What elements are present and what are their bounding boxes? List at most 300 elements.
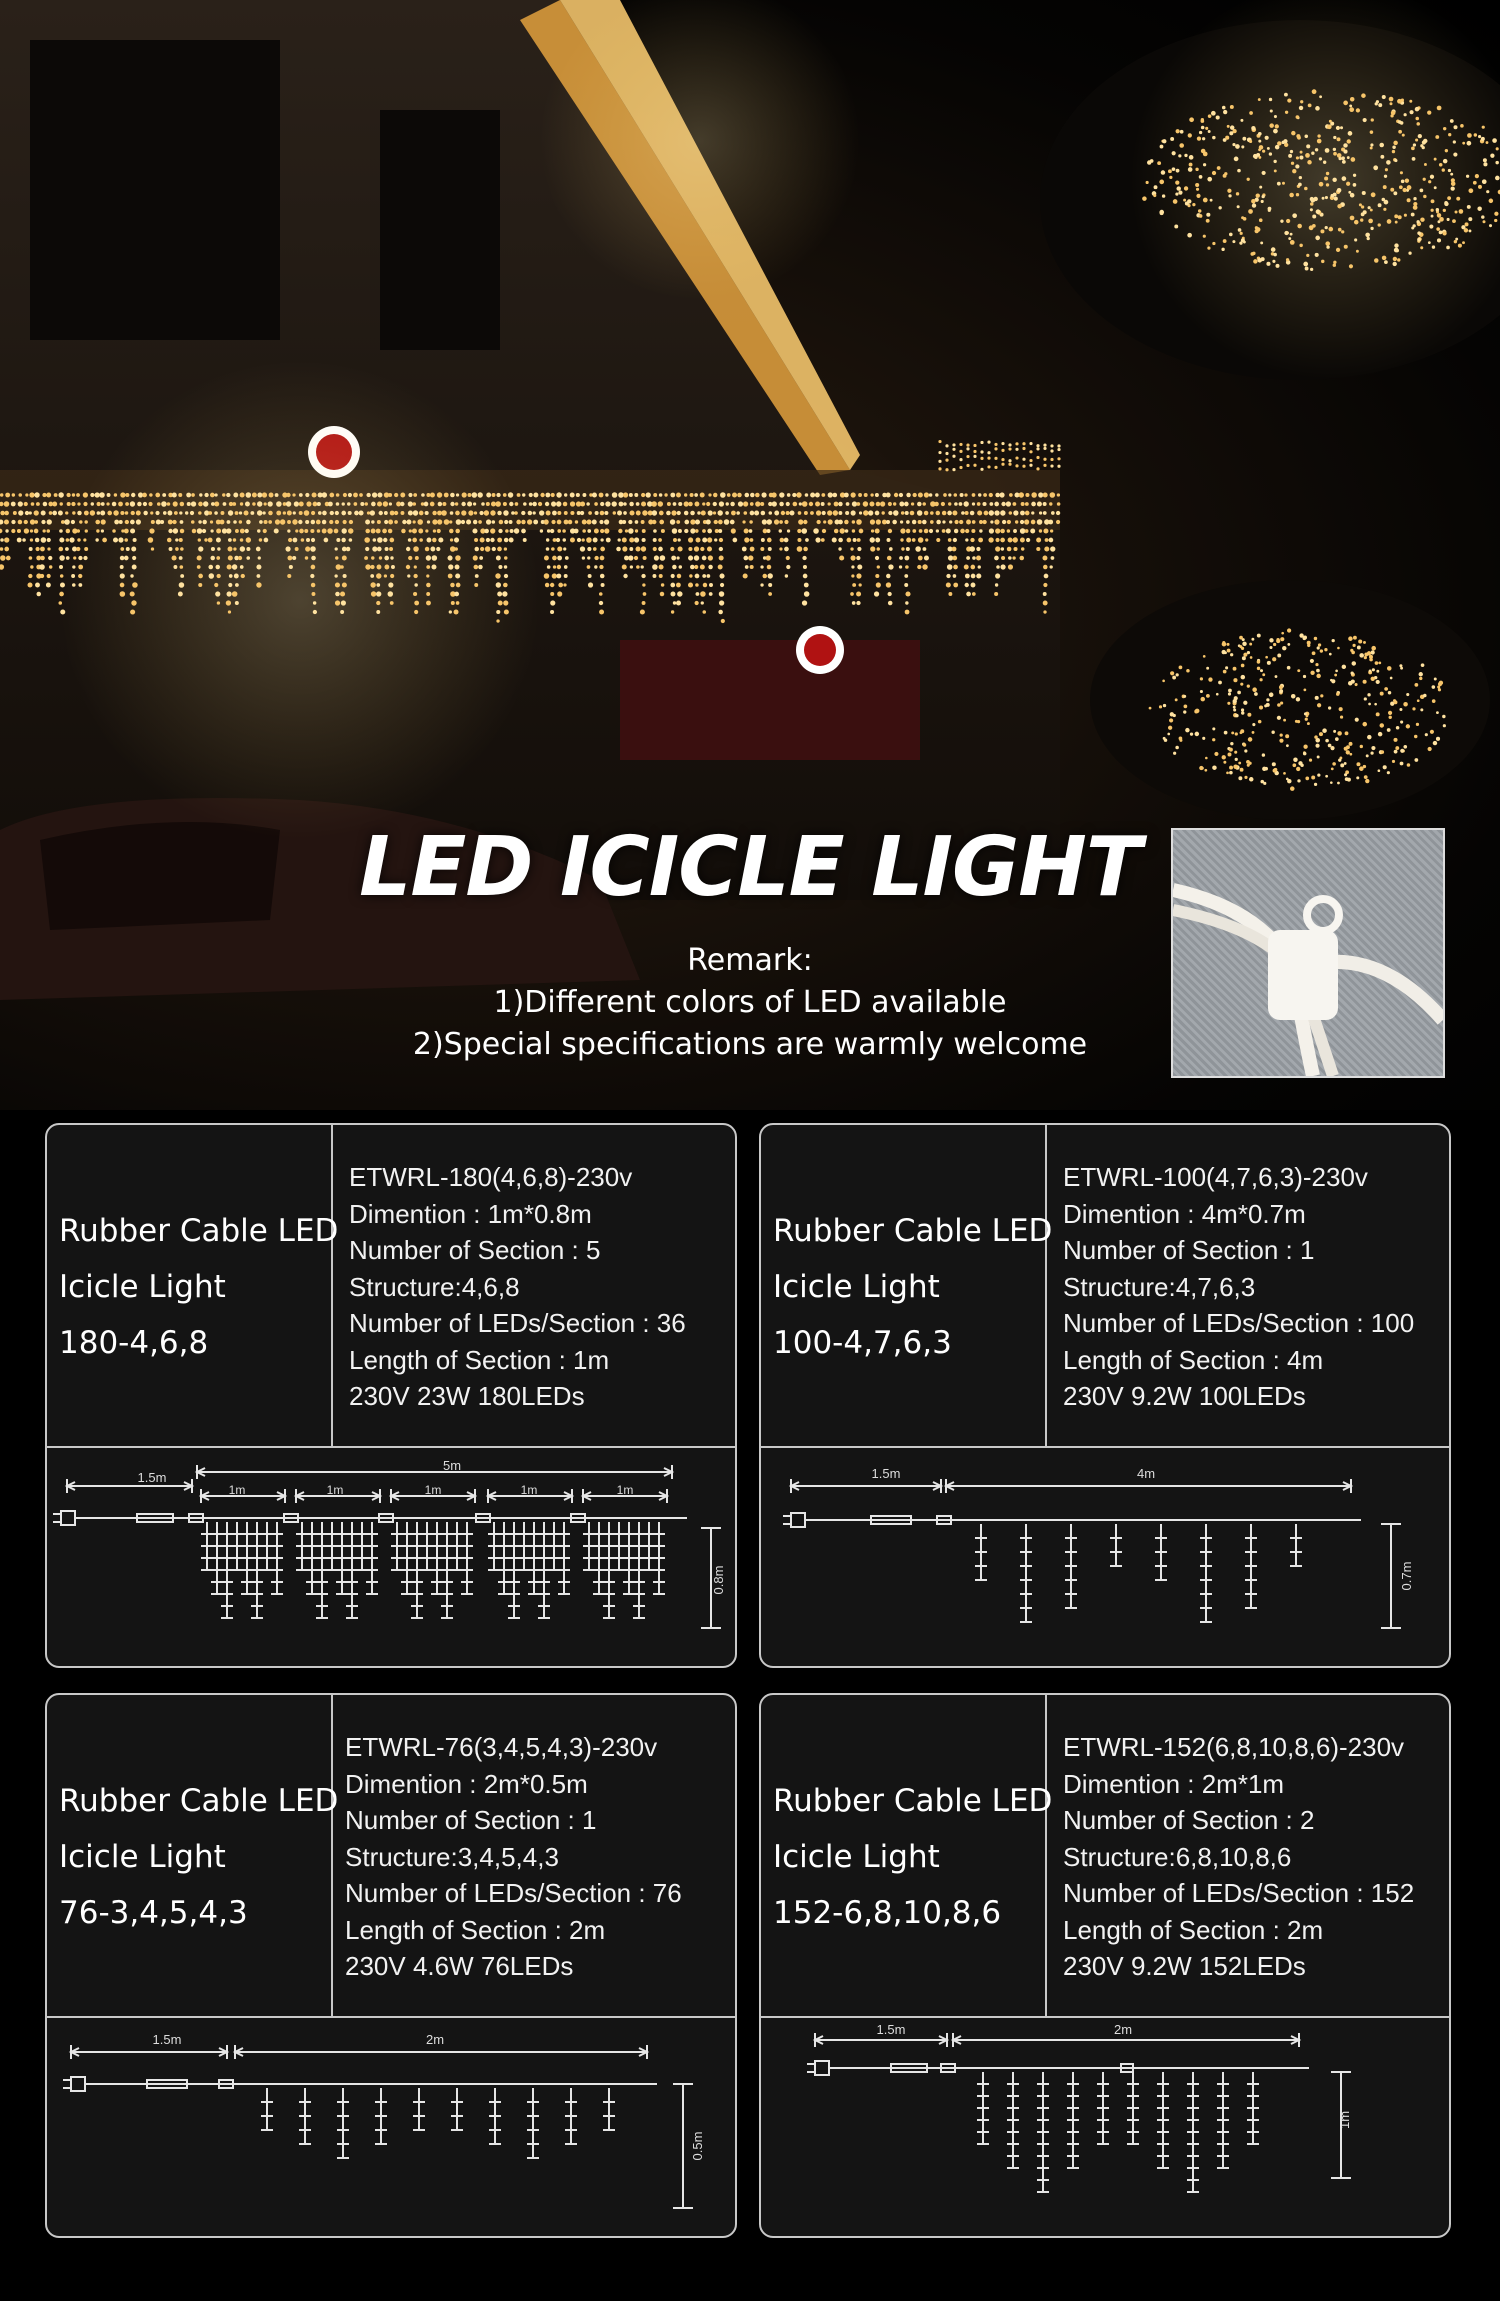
string-light-bulb (40, 547, 45, 552)
string-light-bulb (1378, 662, 1381, 665)
string-light-bulb (1045, 538, 1049, 542)
product-card-76 (45, 1693, 737, 2238)
string-light-bulb (371, 520, 374, 523)
string-light-bulb (767, 529, 771, 533)
string-light-bulb (1314, 735, 1318, 739)
string-light-bulb (1292, 213, 1297, 218)
string-light-bulb (1419, 677, 1422, 680)
string-light-bulb (1469, 229, 1472, 232)
string-light-bulb (468, 510, 473, 515)
string-light-bulb (432, 555, 438, 561)
string-light-bulb (653, 493, 657, 497)
string-light-bulb (379, 511, 383, 515)
string-light-bulb (1314, 783, 1317, 786)
string-light-bulb (90, 493, 94, 497)
string-light-bulb (1464, 228, 1468, 232)
string-light-bulb (670, 493, 675, 498)
string-light-bulb (83, 556, 87, 560)
string-light-bulb (888, 592, 892, 596)
string-light-bulb (1050, 546, 1055, 551)
string-light-bulb (586, 537, 592, 543)
string-light-bulb (1466, 175, 1469, 178)
string-light-bulb (365, 520, 370, 525)
string-light-bulb (1022, 465, 1025, 468)
string-light-bulb (1343, 143, 1347, 147)
string-light-bulb (761, 538, 765, 542)
string-light-bulb (972, 592, 976, 596)
string-light-bulb (1195, 732, 1200, 737)
string-light-bulb (838, 547, 841, 550)
string-light-bulb (744, 528, 749, 533)
string-light-bulb (781, 511, 785, 515)
string-light-bulb (394, 493, 398, 497)
string-light-bulb (384, 520, 388, 524)
string-light-bulb (653, 547, 657, 551)
string-light-bulb (371, 502, 376, 507)
string-light-bulb (966, 556, 970, 560)
spec-line: Dimention : 2m*0.5m (345, 1768, 588, 1799)
string-light-bulb (1013, 547, 1017, 551)
string-light-bulb (1394, 700, 1398, 704)
string-light-bulb (31, 502, 35, 506)
string-light-bulb (784, 538, 789, 543)
string-light-bulb (473, 555, 478, 560)
string-light-bulb (455, 511, 460, 516)
string-light-bulb (702, 529, 706, 533)
string-light-bulb (599, 520, 603, 524)
string-light-bulb (1243, 701, 1247, 705)
string-light-bulb (475, 574, 479, 578)
string-light-bulb (965, 529, 969, 533)
string-light-bulb (0, 511, 5, 516)
spec-line: ETWRL-76(3,4,5,4,3)-230v (345, 1732, 658, 1762)
string-light-bulb (1189, 155, 1194, 160)
string-light-bulb (851, 574, 854, 577)
string-light-bulb (29, 492, 34, 497)
string-light-bulb (552, 511, 557, 516)
string-light-bulb (1284, 93, 1288, 97)
string-light-bulb (211, 502, 215, 506)
string-light-bulb (1043, 610, 1046, 613)
string-light-bulb (749, 520, 752, 523)
string-light-bulb (588, 511, 592, 515)
string-light-bulb (1434, 158, 1437, 161)
string-light-bulb (1416, 220, 1419, 223)
string-light-bulb (1315, 148, 1318, 151)
string-light-bulb (474, 565, 479, 570)
string-light-bulb (1008, 447, 1011, 450)
string-light-bulb (245, 502, 250, 507)
string-light-bulb (1176, 169, 1180, 173)
string-light-bulb (642, 529, 646, 533)
spec-line: Structure:3,4,5,4,3 (345, 1841, 559, 1872)
string-light-bulb (1381, 750, 1385, 754)
string-light-bulb (623, 502, 627, 506)
string-light-bulb (1315, 253, 1319, 257)
string-light-bulb (594, 502, 598, 506)
string-light-bulb (52, 502, 57, 507)
string-light-bulb (1173, 752, 1176, 755)
string-light-bulb (521, 529, 526, 534)
string-light-bulb (1007, 547, 1012, 552)
string-light-bulb (1478, 185, 1482, 189)
spec-line: Length of Section : 2m (345, 1914, 606, 1945)
string-light-bulb (370, 565, 374, 569)
string-light-bulb (667, 502, 671, 506)
string-light-bulb (1250, 656, 1253, 659)
string-light-bulb (641, 565, 644, 568)
string-light-bulb (283, 502, 287, 506)
string-light-bulb (322, 529, 327, 534)
string-light-bulb (582, 493, 586, 497)
string-light-bulb (365, 547, 369, 551)
string-light-bulb (180, 502, 185, 507)
string-light-bulb (175, 538, 178, 541)
string-light-bulb (900, 528, 905, 533)
string-light-bulb (930, 520, 934, 524)
string-light-bulb (859, 583, 862, 586)
string-light-bulb (802, 600, 807, 605)
product-model: 100-4,7,6,3 (773, 1325, 952, 1361)
string-light-bulb (240, 565, 244, 569)
string-light-bulb (246, 556, 250, 560)
string-light-bulb (1201, 149, 1206, 154)
string-light-bulb (1243, 241, 1246, 244)
string-light-bulb (1439, 230, 1443, 234)
string-light-bulb (563, 538, 566, 541)
string-light-bulb (654, 555, 659, 560)
string-light-bulb (235, 529, 239, 533)
string-light-bulb (293, 511, 296, 514)
string-light-bulb (929, 493, 933, 497)
string-light-bulb (327, 528, 333, 534)
string-light-bulb (1276, 638, 1279, 641)
string-light-bulb (1390, 114, 1393, 117)
string-light-bulb (936, 520, 941, 525)
string-light-bulb (334, 529, 339, 534)
string-light-bulb (426, 601, 431, 606)
string-light-bulb (426, 555, 431, 560)
string-light-bulb (1223, 110, 1227, 114)
string-light-bulb (762, 519, 767, 524)
string-light-bulb (198, 538, 201, 541)
string-light-bulb (1359, 203, 1362, 206)
string-light-bulb (472, 528, 477, 533)
string-light-bulb (1163, 737, 1166, 740)
string-light-bulb (1228, 689, 1232, 693)
string-light-bulb (1380, 692, 1384, 696)
string-light-bulb (1395, 221, 1398, 224)
string-light-bulb (1266, 698, 1269, 701)
string-light-bulb (1015, 456, 1018, 459)
string-light-bulb (477, 492, 482, 497)
string-light-bulb (604, 511, 608, 515)
string-light-bulb (347, 502, 350, 505)
string-light-bulb (1281, 632, 1284, 635)
string-light-bulb (29, 511, 32, 514)
string-light-bulb (343, 574, 347, 578)
string-light-bulb (1326, 245, 1329, 248)
string-light-bulb (60, 574, 63, 577)
string-light-bulb (918, 556, 923, 561)
string-light-bulb (694, 493, 698, 497)
string-light-bulb (1001, 458, 1004, 461)
string-light-bulb (695, 519, 700, 524)
string-light-bulb (449, 520, 452, 523)
string-light-bulb (413, 520, 416, 523)
string-light-bulb (1269, 638, 1273, 642)
string-light-bulb (61, 520, 65, 524)
string-light-bulb (995, 538, 999, 542)
string-light-bulb (1184, 154, 1187, 157)
string-light-bulb (1420, 188, 1424, 192)
string-light-bulb (888, 529, 892, 533)
string-light-bulb (844, 520, 848, 524)
string-light-bulb (900, 520, 903, 523)
string-light-bulb (1442, 168, 1445, 171)
string-light-bulb (1008, 556, 1012, 560)
string-light-bulb (1286, 258, 1289, 261)
string-light-bulb (1173, 714, 1176, 717)
string-light-bulb (754, 510, 759, 515)
string-light-bulb (185, 511, 188, 514)
string-light-bulb (174, 511, 178, 515)
string-light-bulb (132, 565, 137, 570)
string-light-bulb (390, 601, 394, 605)
string-light-bulb (540, 493, 544, 497)
string-light-bulb (136, 511, 141, 516)
string-light-bulb (1443, 209, 1446, 212)
string-light-bulb (385, 547, 389, 551)
string-light-bulb (1001, 449, 1004, 452)
string-light-bulb (240, 502, 243, 505)
string-light-bulb (148, 502, 152, 506)
string-light-bulb (304, 510, 310, 516)
string-light-bulb (25, 511, 29, 515)
string-light-bulb (719, 600, 724, 605)
string-light-bulb (1170, 671, 1174, 675)
string-light-bulb (120, 556, 125, 561)
string-light-bulb (1447, 218, 1450, 221)
string-light-bulb (1388, 691, 1391, 694)
string-light-bulb (886, 582, 891, 587)
string-light-bulb (529, 502, 533, 506)
string-light-bulb (1029, 464, 1032, 467)
string-light-bulb (875, 556, 879, 560)
string-light-bulb (413, 574, 417, 578)
string-light-bulb (240, 529, 245, 534)
string-light-bulb (1160, 145, 1164, 149)
string-light-bulb (946, 574, 950, 578)
string-light-bulb (59, 565, 63, 569)
string-light-bulb (496, 556, 501, 561)
string-light-bulb (131, 493, 135, 497)
string-light-bulb (46, 529, 50, 533)
string-light-bulb (406, 547, 410, 551)
string-light-bulb (1371, 192, 1376, 197)
string-light-bulb (1349, 742, 1353, 746)
string-light-bulb (486, 493, 491, 498)
string-light-bulb (1365, 233, 1370, 238)
string-light-bulb (257, 501, 262, 506)
string-light-bulb (731, 528, 736, 533)
string-light-bulb (803, 574, 808, 579)
string-light-bulb (1229, 771, 1233, 775)
string-light-bulb (1244, 749, 1247, 752)
string-light-bulb (473, 520, 477, 524)
string-light-bulb (694, 565, 698, 569)
string-light-bulb (47, 574, 51, 578)
string-light-bulb (1225, 136, 1229, 140)
string-light-bulb (1297, 224, 1302, 229)
string-light-bulb (1169, 718, 1173, 722)
string-light-bulb (1283, 772, 1286, 775)
string-light-bulb (1323, 161, 1326, 164)
string-light-bulb (311, 538, 315, 542)
string-light-bulb (1335, 737, 1339, 741)
string-light-bulb (564, 574, 568, 578)
string-light-bulb (497, 547, 502, 552)
string-light-bulb (901, 547, 904, 550)
string-light-bulb (377, 537, 383, 543)
string-light-bulb (676, 583, 681, 588)
string-light-bulb (335, 556, 338, 559)
string-light-bulb (376, 583, 380, 587)
string-light-bulb (198, 546, 203, 551)
string-light-bulb (905, 610, 910, 615)
string-light-bulb (652, 574, 656, 578)
string-light-bulb (1240, 119, 1243, 122)
string-light-bulb (322, 492, 327, 497)
string-light-bulb (688, 547, 692, 551)
string-light-bulb (798, 519, 803, 524)
string-light-bulb (529, 493, 533, 497)
string-light-bulb (1232, 143, 1235, 146)
string-light-bulb (850, 592, 854, 596)
string-light-bulb (186, 493, 191, 498)
string-light-bulb (1415, 107, 1420, 112)
string-light-bulb (456, 519, 462, 525)
string-light-bulb (888, 511, 892, 515)
string-light-bulb (676, 600, 681, 605)
remark-line-2: 2)Special specifications are warmly welcome (412, 1027, 1088, 1062)
string-light-bulb (1179, 666, 1183, 670)
lead-label: 1.5m (876, 2022, 906, 2037)
string-light-bulb (556, 538, 560, 542)
string-light-bulb (547, 529, 550, 532)
string-light-bulb (1172, 676, 1176, 680)
string-light-bulb (809, 502, 813, 506)
string-light-bulb (34, 529, 39, 534)
string-light-bulb (618, 492, 624, 498)
string-light-bulb (871, 529, 874, 532)
string-light-bulb (1000, 510, 1005, 515)
string-light-bulb (432, 538, 436, 542)
string-light-bulb (1347, 139, 1351, 143)
string-light-bulb (1451, 181, 1456, 186)
string-light-bulb (1176, 129, 1180, 133)
string-light-bulb (1432, 699, 1436, 703)
string-light-bulb (952, 510, 957, 515)
string-light-bulb (1338, 157, 1341, 160)
string-light-bulb (204, 538, 207, 541)
string-light-bulb (600, 511, 605, 516)
string-light-bulb (999, 492, 1004, 497)
string-light-bulb (102, 538, 107, 543)
string-light-bulb (988, 537, 993, 542)
string-light-bulb (256, 574, 260, 578)
string-light-bulb (65, 547, 69, 551)
string-light-bulb (495, 573, 500, 578)
string-light-bulb (295, 529, 298, 532)
string-light-bulb (18, 520, 23, 525)
string-light-bulb (437, 519, 442, 524)
string-light-bulb (1254, 155, 1258, 159)
string-light-bulb (601, 583, 605, 587)
string-light-bulb (899, 502, 904, 507)
string-light-bulb (671, 592, 676, 597)
string-light-bulb (1315, 236, 1320, 241)
string-light-bulb (604, 528, 609, 533)
string-light-bulb (881, 511, 884, 514)
string-light-bulb (1241, 664, 1245, 668)
string-light-bulb (1269, 692, 1274, 697)
string-light-bulb (11, 520, 15, 524)
string-light-bulb (151, 520, 155, 524)
string-light-bulb (1342, 176, 1347, 181)
string-light-bulb (78, 583, 82, 587)
string-light-bulb (131, 511, 135, 515)
string-light-bulb (1259, 218, 1263, 222)
string-light-bulb (1222, 106, 1226, 110)
string-light-bulb (313, 610, 317, 614)
string-light-bulb (1184, 705, 1188, 709)
string-light-bulb (233, 493, 238, 498)
string-light-bulb (1212, 738, 1215, 741)
string-light-bulb (497, 538, 502, 543)
string-light-bulb (480, 537, 485, 542)
string-light-bulb (246, 492, 252, 498)
string-light-bulb (268, 511, 273, 516)
string-light-bulb (394, 511, 398, 515)
string-light-bulb (1258, 98, 1261, 101)
string-light-bulb (390, 556, 393, 559)
string-light-bulb (1371, 677, 1375, 681)
string-light-bulb (980, 468, 983, 471)
string-light-bulb (238, 556, 242, 560)
string-light-bulb (449, 610, 452, 613)
string-light-bulb (450, 538, 453, 541)
string-light-bulb (179, 538, 183, 542)
string-light-bulb (594, 529, 599, 534)
string-light-bulb (1009, 511, 1012, 514)
string-light-bulb (191, 493, 195, 497)
page-title: LED ICICLE LIGHT (359, 820, 1141, 915)
string-light-bulb (1342, 665, 1346, 669)
string-light-bulb (936, 529, 939, 532)
spec-list (349, 1159, 686, 1415)
string-light-bulb (305, 493, 309, 497)
string-light-bulb (684, 511, 689, 516)
string-light-bulb (917, 565, 921, 569)
string-light-bulb (1044, 574, 1049, 579)
string-light-bulb (245, 529, 249, 533)
string-light-bulb (1304, 712, 1307, 715)
string-light-bulb (430, 502, 435, 507)
string-light-bulb (148, 537, 154, 543)
string-light-bulb (407, 520, 412, 525)
string-light-bulb (697, 511, 700, 514)
